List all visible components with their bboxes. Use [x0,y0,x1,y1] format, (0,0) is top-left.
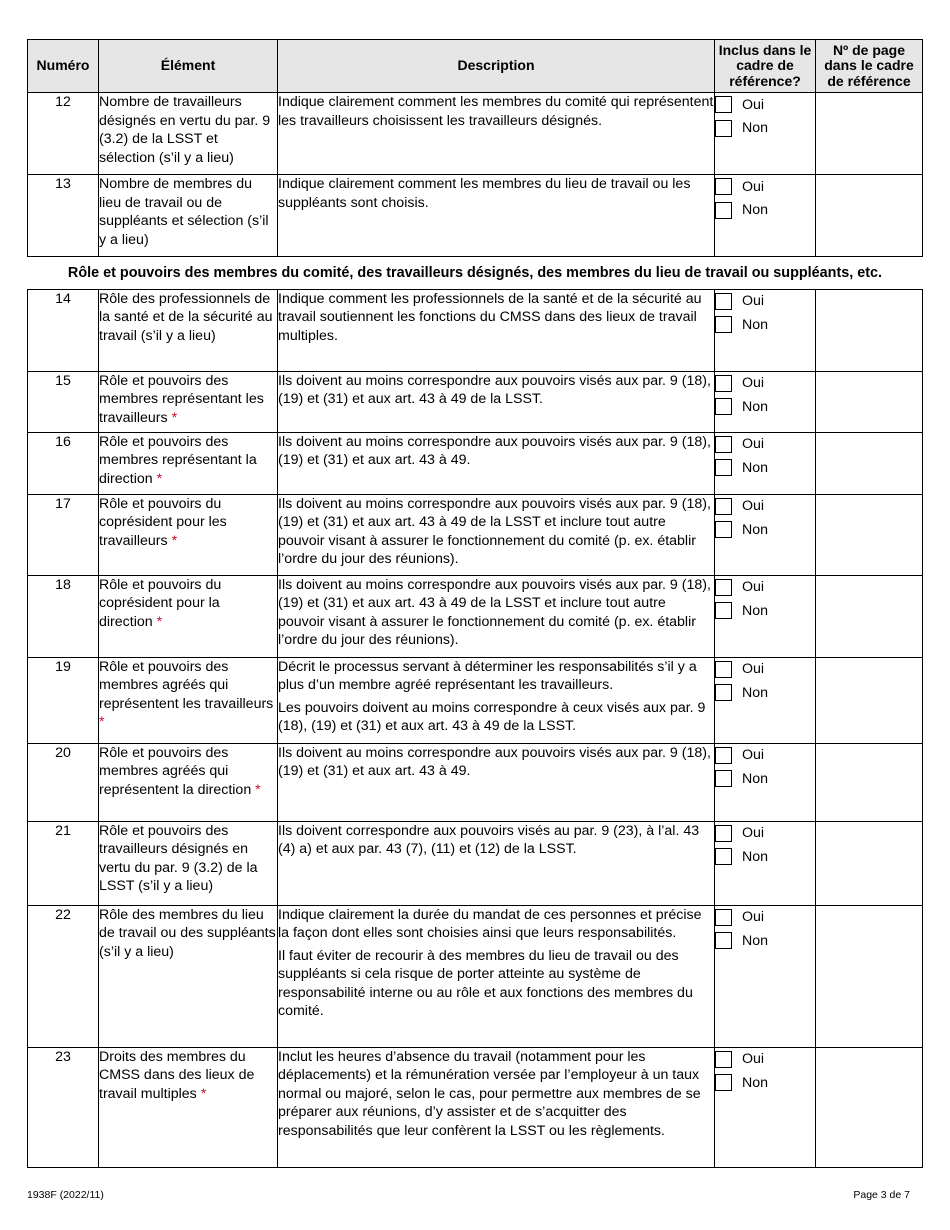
description-paragraph: Ils doivent au moins correspondre aux pouvoirs visés aux par. 9 (18), (19) et (31) et aux art. 43 à 49 de la LSST. [278,372,711,407]
inclusion-options [715,289,816,371]
table-row [28,821,923,905]
row-element-text: Rôle des professionnels de la santé et de la sécurité au travail (s’il y a lieu) [99,290,273,344]
oui-checkbox[interactable] [715,747,732,764]
row-number: 12 [28,93,99,175]
non-label: Non [742,398,769,415]
non-checkbox[interactable] [715,1074,732,1091]
oui-option[interactable] [715,433,815,457]
page-number-cell[interactable] [816,93,923,175]
non-label: Non [742,521,769,538]
oui-label: Oui [742,909,765,925]
non-label: Non [742,1074,769,1091]
description-paragraph: Inclut les heures d’absence du travail (notamment pour les déplacements) et la rémunération versée par l’employeur à un taux normal ou majoré, selon le cas, pour permettre aux membres de se préparer aux réunions, d’y assister et de s’acquitter des responsabilités que leur confèrent la LSST ou les règlements. [278,1048,701,1139]
row-element [99,743,278,821]
row-element-text: Rôle et pouvoirs des membres représentant la direction [99,433,257,487]
row-element [99,371,278,432]
inclusion-options [715,494,816,575]
non-checkbox[interactable] [715,602,732,619]
row-description [278,494,715,575]
table-row [28,289,923,371]
row-element [99,1047,278,1167]
row-description [278,743,715,821]
header-row [28,40,923,93]
row-element [99,657,278,743]
row-element-text: Rôle et pouvoirs des membres agréés qui représentent les travailleurs [99,658,274,712]
row-number: 17 [28,494,99,575]
row-element-text: Rôle et pouvoirs des membres représentant les travailleurs [99,372,264,426]
oui-option[interactable] [715,822,815,846]
row-number: 15 [28,371,99,432]
row-number: 19 [28,657,99,743]
inclusion-options [715,1047,816,1167]
non-option[interactable] [715,599,815,623]
non-label: Non [742,602,769,619]
inclusion-options [715,575,816,657]
oui-checkbox[interactable] [715,178,732,195]
section-row [28,257,923,290]
page-number-cell[interactable] [816,494,923,575]
non-checkbox[interactable] [715,932,732,949]
required-asterisk: * [255,781,261,798]
non-checkbox[interactable] [715,120,732,137]
non-option[interactable] [715,313,815,337]
row-description [278,371,715,432]
row-element-text: Rôle et pouvoirs des membres agréés qui représentent la direction [99,744,252,798]
description-paragraph: Indique clairement la durée du mandat de ces personnes et précise la façon dont elles sont choisies ainsi que leurs responsabilités. [278,906,702,941]
row-description [278,432,715,494]
row-number: 22 [28,905,99,1047]
oui-checkbox[interactable] [715,293,732,310]
table-body [28,93,923,1168]
page-number-cell[interactable] [816,1047,923,1167]
page-number-cell[interactable] [816,905,923,1047]
non-checkbox[interactable] [715,521,732,538]
required-asterisk: * [156,470,163,487]
inclusion-options [715,93,816,175]
oui-label: Oui [742,96,765,113]
oui-label: Oui [742,747,765,763]
row-element [99,821,278,905]
row-description [278,905,715,1047]
table-row [28,93,923,175]
oui-checkbox[interactable] [715,825,732,842]
row-element [99,432,278,494]
row-element-text: Rôle et pouvoirs des travailleurs désignés en vertu du par. 9 (3.2) de la LSST (s’il y a lieu) [99,822,258,894]
oui-checkbox[interactable] [715,1051,732,1068]
non-label: Non [742,202,769,218]
table-row [28,905,923,1047]
inclusion-options [715,743,816,821]
row-element-text: Rôle des membres du lieu de travail ou des suppléants (s’il y a lieu) [99,906,276,960]
description-paragraph: Indique comment les professionnels de la santé et de la sécurité au travail soutiennent les fonctions du CMSS dans des lieux de travail multiples. [278,290,702,344]
row-number: 13 [28,175,99,257]
oui-option[interactable] [715,1048,815,1072]
table-row [28,575,923,657]
oui-checkbox[interactable] [715,436,732,453]
non-checkbox[interactable] [715,398,732,415]
inclusion-options [715,905,816,1047]
oui-label: Oui [742,178,765,195]
oui-option[interactable] [715,658,815,682]
description-paragraph: Ils doivent au moins correspondre aux pouvoirs visés aux par. 9 (18), (19) et (31) et aux art. 43 à 49 de la LSST et inclure tout autre pouvoir visant à assurer le fonctionnement du comité (p. ex. établir l’ordre du jour des réunions). [278,576,711,648]
page-number-cell[interactable] [816,175,923,257]
row-number: 14 [28,289,99,371]
row-description [278,821,715,905]
oui-checkbox[interactable] [715,579,732,596]
oui-option[interactable] [715,495,815,519]
oui-label: Oui [742,579,765,595]
description-paragraph: Décrit le processus servant à déterminer les responsabilités s’il y a plus d’un membre agréé représentant les travailleurs. [278,658,697,693]
row-element [99,494,278,575]
non-option[interactable] [715,117,815,141]
non-option[interactable] [715,199,815,223]
required-asterisk: * [99,714,105,730]
table-row [28,175,923,257]
row-element [99,575,278,657]
inclusion-options [715,657,816,743]
header-description: Description [278,40,715,93]
required-asterisk: * [171,532,178,549]
non-label: Non [742,848,769,865]
description-paragraph: Indique clairement comment les membres du lieu de travail ou les suppléants sont choisis. [278,176,691,211]
non-checkbox[interactable] [715,316,732,333]
oui-checkbox[interactable] [715,375,732,392]
non-option[interactable] [715,395,815,419]
row-description [278,1047,715,1167]
inclusion-options [715,432,816,494]
oui-label: Oui [742,1051,765,1067]
oui-label: Oui [742,825,765,841]
row-element [99,289,278,371]
description-paragraph: Il faut éviter de recourir à des membres du lieu de travail ou des suppléants si cela risque de porter atteinte au système de responsabilité interne ou au rôle et aux fonctions des membres du comité. [278,947,693,1019]
non-label: Non [742,770,769,787]
non-checkbox[interactable] [715,848,732,865]
oui-option[interactable] [715,290,815,314]
non-option[interactable] [715,929,815,953]
non-label: Non [742,120,769,136]
header-page: Nº de page dans le cadre de référence [816,40,923,93]
inclusion-options [715,821,816,905]
oui-option[interactable] [715,175,815,199]
table-row [28,494,923,575]
description-paragraph: Indique clairement comment les membres du comité qui représentent les travailleurs choisissent les travailleurs désignés. [278,94,714,129]
row-description [278,575,715,657]
row-element: Nombre de membres du lieu de travail ou de suppléants et sélection (s’il y a lieu) [99,175,278,257]
page-number-cell[interactable] [816,371,923,432]
section-title: Rôle et pouvoirs des membres du comité, des travailleurs désignés, des membres du lieu de travail ou suppléants, etc. [28,257,923,290]
non-label: Non [742,459,769,476]
oui-label: Oui [742,375,765,391]
row-number: 21 [28,821,99,905]
non-option[interactable] [715,845,815,869]
row-element: Nombre de travailleurs désignés en vertu du par. 9 (3.2) de la LSST et sélection (s’il y a lieu) [99,93,278,175]
oui-label: Oui [742,293,765,309]
oui-checkbox[interactable] [715,661,732,678]
table-row [28,743,923,821]
non-label: Non [742,932,769,949]
non-checkbox[interactable] [715,684,732,701]
row-description [278,93,715,175]
table-row [28,1047,923,1167]
oui-label: Oui [742,498,765,514]
row-element-text: Rôle et pouvoirs du coprésident pour la direction [99,576,222,630]
description-paragraph: Ils doivent au moins correspondre aux pouvoirs visés aux par. 9 (18), (19) et (31) et aux art. 43 à 49 de la LSST et inclure tout autre pouvoir visant à assurer le fonctionnement du comité (p. ex. établir l’ordre du jour des réunions). [278,495,711,567]
description-paragraph: Les pouvoirs doivent au moins correspondre à ceux visés aux par. 9 (18), (19) et (31) et aux art. 43 à 49 de la LSST. [278,699,706,734]
form-id: 1938F (2022/11) [27,1189,104,1201]
non-checkbox[interactable] [715,202,732,219]
row-number: 23 [28,1047,99,1167]
description-paragraph: Ils doivent au moins correspondre aux pouvoirs visés aux par. 9 (18), (19) et (31) et aux art. 43 à 49. [278,744,711,779]
row-description [278,289,715,371]
page-number-cell[interactable] [816,432,923,494]
non-option[interactable] [715,518,815,542]
non-label: Non [742,684,769,701]
row-number: 18 [28,575,99,657]
checklist-table [27,39,923,1168]
row-number: 20 [28,743,99,821]
inclusion-options [715,371,816,432]
page-number-cell[interactable] [816,575,923,657]
page-number-cell[interactable] [816,743,923,821]
non-checkbox[interactable] [715,770,732,787]
oui-label: Oui [742,661,765,677]
table-row [28,432,923,494]
oui-checkbox[interactable] [715,96,732,113]
oui-option[interactable] [715,906,815,930]
page-number-cell[interactable] [816,657,923,743]
inclusion-options [715,175,816,257]
table-row [28,371,923,432]
description-paragraph: Ils doivent correspondre aux pouvoirs visés au par. 9 (23), à l’al. 43 (4) a) et aux par. 43 (7), (11) et (12) de la LSST. [278,822,700,857]
non-option[interactable] [715,767,815,791]
row-description [278,657,715,743]
non-option[interactable] [715,456,815,480]
non-label: Non [742,316,769,333]
header-numero: Numéro [28,40,99,93]
description-paragraph: Ils doivent au moins correspondre aux pouvoirs visés aux par. 9 (18), (19) et (31) et aux art. 43 à 49. [278,433,711,468]
page-number-cell[interactable] [816,821,923,905]
oui-option[interactable] [715,744,815,768]
oui-checkbox[interactable] [715,498,732,515]
non-option[interactable] [715,681,815,705]
non-checkbox[interactable] [715,459,732,476]
oui-checkbox[interactable] [715,909,732,926]
row-element [99,905,278,1047]
oui-option[interactable] [715,372,815,396]
required-asterisk: * [200,1085,207,1102]
row-element-text: Droits des membres du CMSS dans des lieux de travail multiples [99,1048,255,1102]
required-asterisk: * [156,613,163,630]
non-option[interactable] [715,1071,815,1095]
table-row [28,657,923,743]
row-element-text: Rôle et pouvoirs du coprésident pour les travailleurs [99,495,227,549]
row-description [278,175,715,257]
oui-label: Oui [742,436,765,452]
oui-option[interactable] [715,576,815,600]
header-element: Élément [99,40,278,93]
required-asterisk: * [171,409,178,426]
oui-option[interactable] [715,93,815,117]
header-inclus: Inclus dans le cadre de référence? [715,40,816,93]
page-number-cell[interactable] [816,289,923,371]
page-indicator: Page 3 de 7 [853,1189,910,1201]
row-number: 16 [28,432,99,494]
